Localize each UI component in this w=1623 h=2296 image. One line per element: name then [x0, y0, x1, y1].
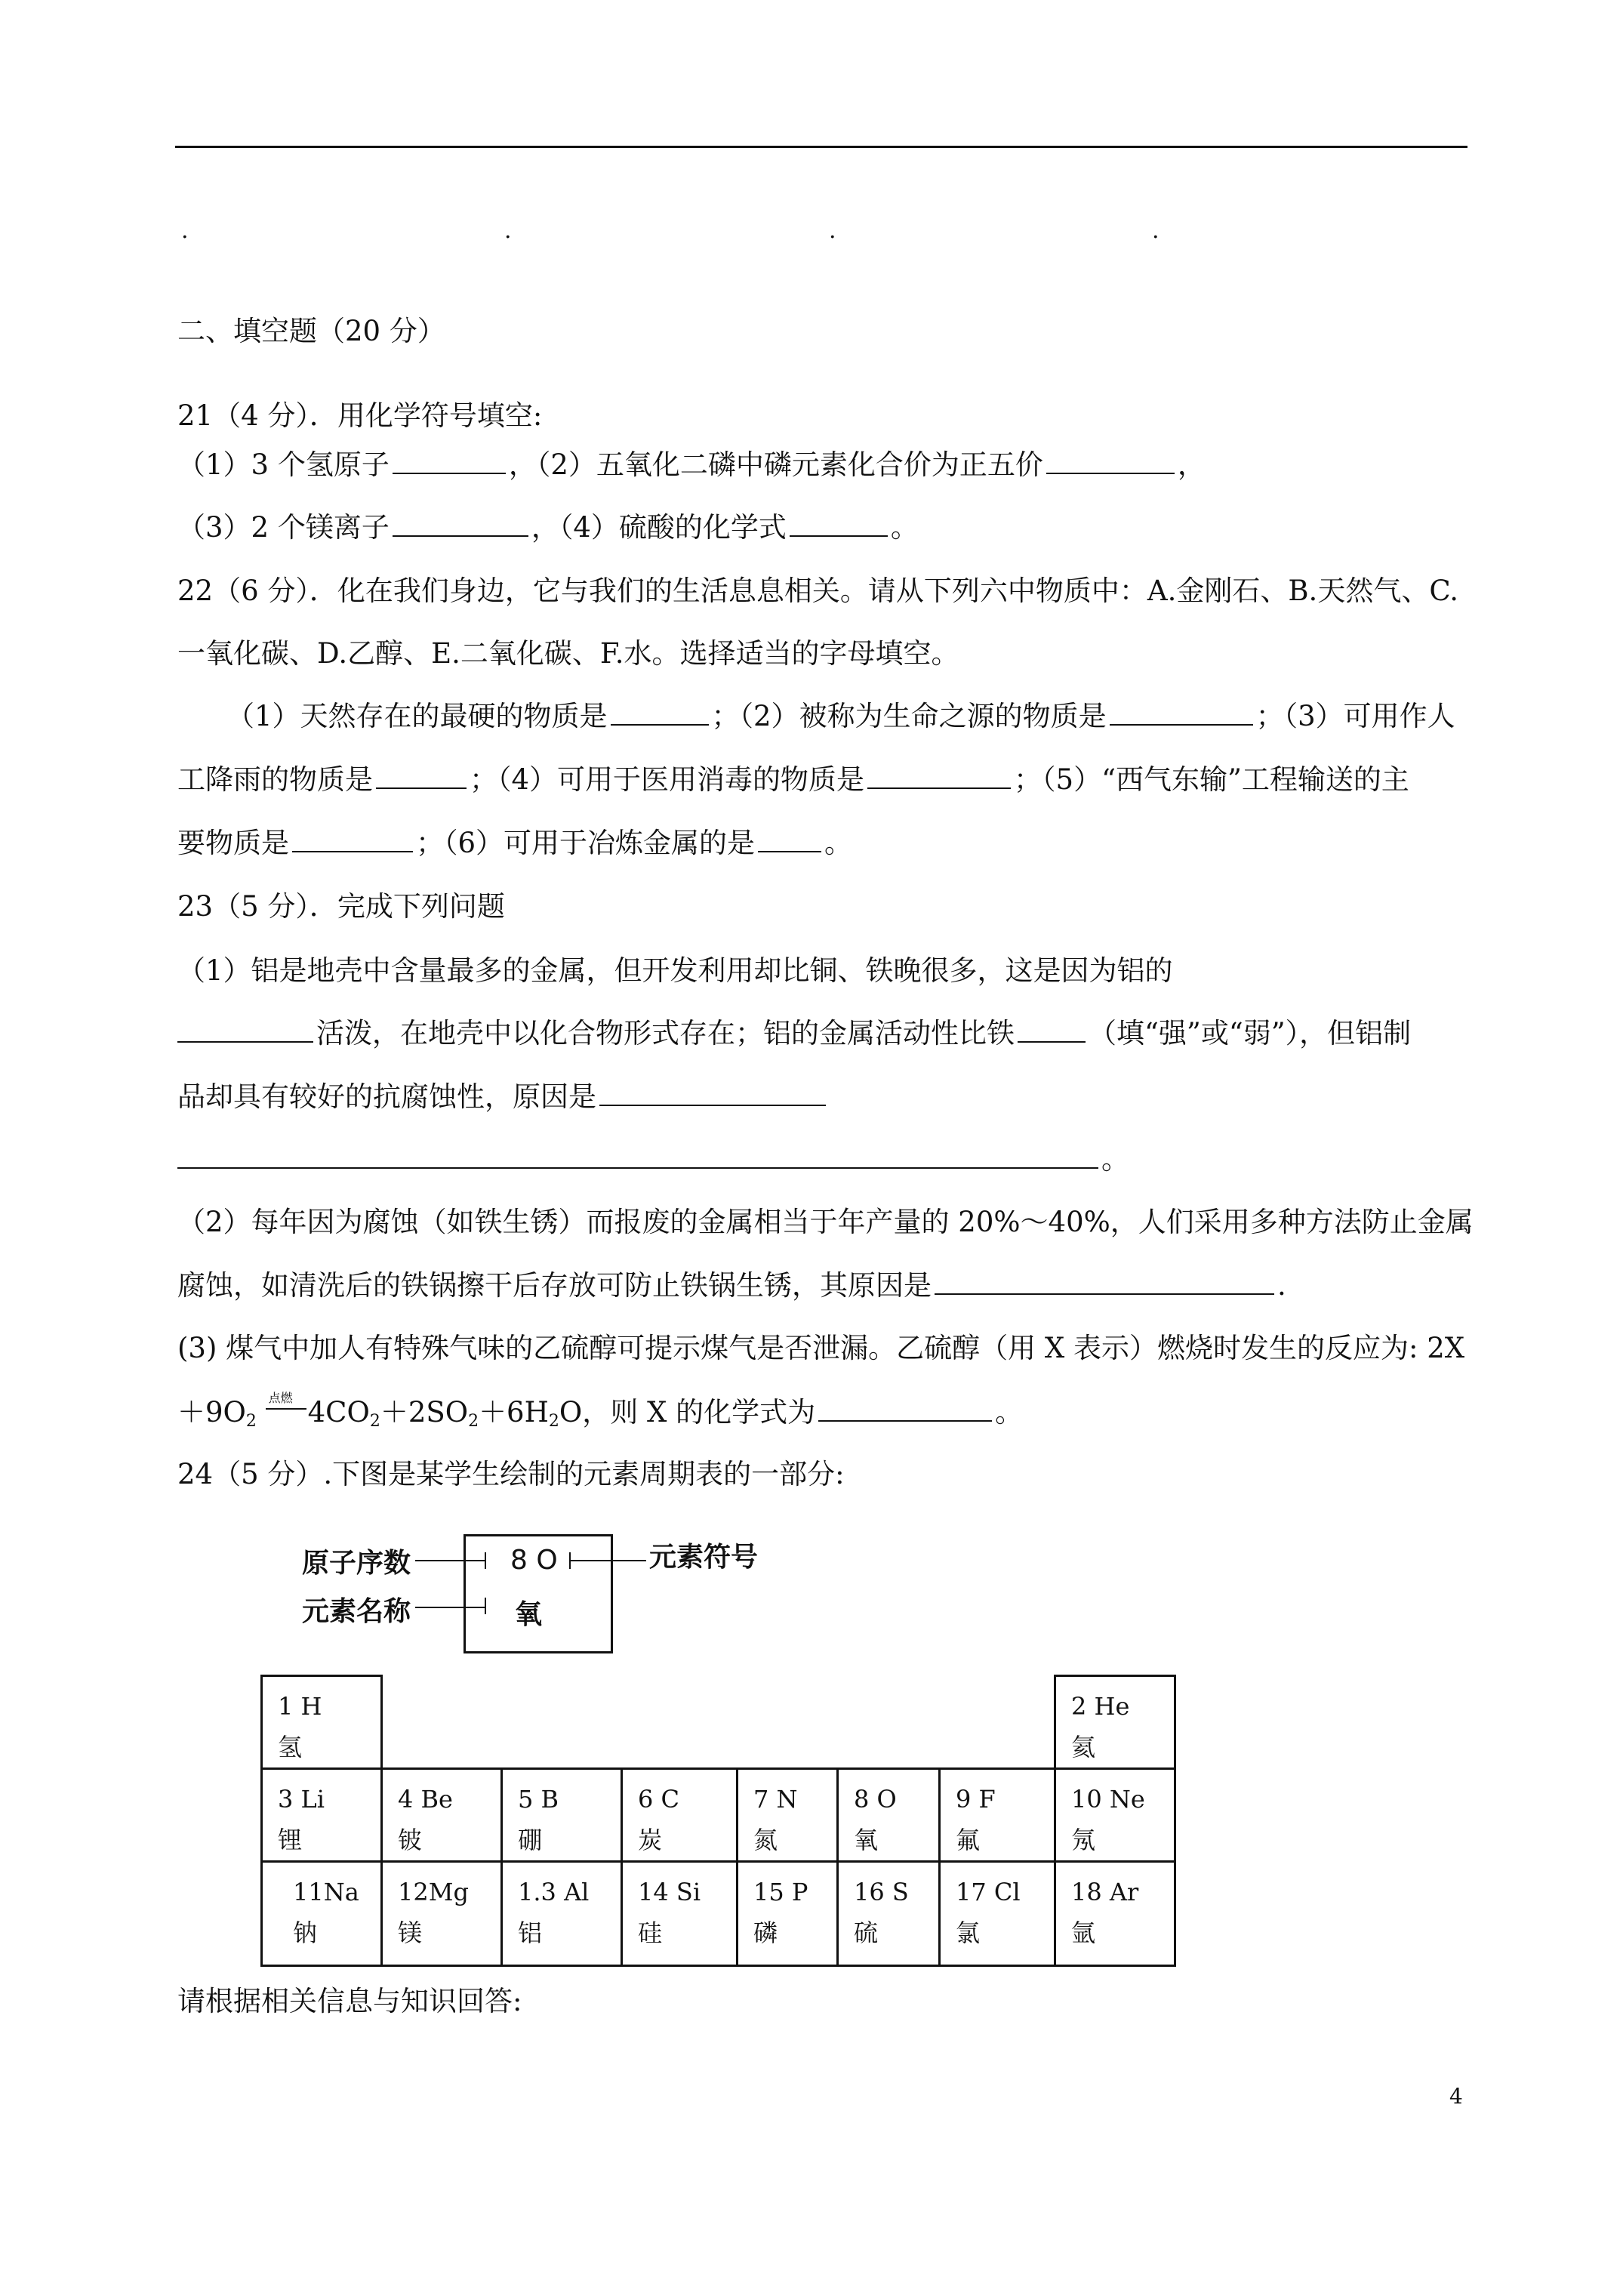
element-cell: 10 Ne 氖: [1055, 1769, 1175, 1862]
q21-line2: （3）2 个镁离子 ，（4）硫酸的化学式 。: [177, 511, 919, 544]
element-cell: 18 Ar 氩: [1055, 1862, 1175, 1966]
answer-dot: .: [829, 217, 836, 244]
element-cell: 11Na 钠: [262, 1862, 382, 1966]
q22-line2: 一氧化碳、D.乙醇、E.二氧化碳、F.水。选择适当的字母填空。: [177, 637, 959, 670]
element-cell: 7 N 氮: [738, 1769, 838, 1862]
table-row: [262, 1676, 1175, 1769]
element-cell: 1 H 氢: [262, 1676, 382, 1769]
q22-line3: （1）天然存在的最硬的物质是 ；（2）被称为生命之源的物质是 ；（3）可用作人: [226, 700, 1455, 732]
element-cell: 2 He 氦: [1055, 1676, 1175, 1769]
element-legend: [302, 1534, 770, 1655]
legend-atomic-number-label: 原子序数: [302, 1548, 411, 1579]
table-row: [262, 1862, 1175, 1966]
periodic-table: [260, 1675, 1176, 1967]
answer-blank[interactable]: [177, 1143, 1098, 1169]
answer-blank[interactable]: [818, 1396, 992, 1422]
element-cell: 8 O 氧: [838, 1769, 940, 1862]
table-row: [262, 1769, 1175, 1862]
element-cell: 3 Li 锂: [262, 1769, 382, 1862]
element-cell: 1.3 Al 铝: [502, 1862, 622, 1966]
q23-heading: 23（5 分）．完成下列问题: [177, 890, 505, 923]
reaction-condition: 点燃: [266, 1399, 308, 1422]
element-cell: 5 B 硼: [502, 1769, 622, 1862]
q23-p2-line1: （2）每年因为腐蚀（如铁生锈）而报废的金属相当于年产量的 20%～40%，人们采用多种方法防止金属: [177, 1206, 1474, 1238]
q22-line1: 22（6 分）．化在我们身边，它与我们的生活息息相关。请从下列六中物质中：A.金刚石、B.天然气、C.: [177, 575, 1459, 607]
answer-blank[interactable]: [935, 1269, 1274, 1295]
page-number: 4: [1449, 2084, 1463, 2109]
header-rule: [175, 146, 1467, 148]
legend-atomic-number: 8 O: [510, 1545, 558, 1576]
element-cell: 17 Cl 氯: [940, 1862, 1055, 1966]
answer-blank[interactable]: [393, 511, 528, 537]
element-cell: 16 S 硫: [838, 1862, 940, 1966]
answer-blank[interactable]: [393, 448, 506, 474]
legend-element-name: 氧: [515, 1599, 543, 1630]
q23-p1-line3: 品却具有较好的抗腐蚀性，原因是: [177, 1074, 829, 1114]
section-title: 二、填空题（20 分）: [177, 315, 445, 347]
answer-blank[interactable]: [790, 511, 888, 537]
q24-heading: 24（5 分）.下图是某学生绘制的元素周期表的一部分:: [177, 1458, 845, 1490]
answer-dot: .: [181, 217, 189, 244]
element-cell: 15 P 磷: [738, 1862, 838, 1966]
answer-blank[interactable]: [1046, 448, 1175, 474]
q23-p2-line2: 腐蚀，如清洗后的铁锅擦干后存放可防止铁锅生锈，其原因是 .: [177, 1269, 1286, 1302]
answer-blank[interactable]: [758, 827, 821, 852]
element-cell: 14 Si 硅: [622, 1862, 738, 1966]
answer-blank[interactable]: [611, 700, 709, 726]
legend-element-name-label: 元素名称: [302, 1596, 411, 1627]
answer-blank[interactable]: [599, 1080, 826, 1106]
answer-blank[interactable]: [177, 1017, 313, 1043]
answer-dot: .: [504, 217, 512, 244]
answer-blank[interactable]: [867, 763, 1011, 789]
q23-p3-line1: (3) 煤气中加人有特殊气味的乙硫醇可提示煤气是否泄漏。乙硫醇（用 X 表示）燃烧时发生的反应为: 2X: [177, 1332, 1465, 1364]
element-cell: 6 C 炭: [622, 1769, 738, 1862]
element-cell: 4 Be 铍: [382, 1769, 502, 1862]
legend-element-symbol-label: 元素符号: [649, 1542, 759, 1573]
q21-heading: 21（4 分）．用化学符号填空:: [177, 399, 543, 432]
q24-footer: 请根据相关信息与知识回答:: [177, 1985, 522, 2017]
answer-dot: .: [1152, 217, 1160, 244]
q23-p1-line2: 活泼，在地壳中以化合物形式存在；铝的金属活动性比铁 （填“强”或“弱”），但铝制: [177, 1010, 1411, 1051]
q23-p1-line4: 。: [177, 1136, 1129, 1177]
q22-line5: 要物质是 ；（6）可用于冶炼金属的是 。: [177, 827, 853, 859]
q21-line1: （1）3 个氢原子 ，（2）五氧化二磷中磷元素化合价为正五价 ，: [177, 448, 1206, 481]
element-cell: 12Mg 镁: [382, 1862, 502, 1966]
element-cell: 9 F 氟: [940, 1769, 1055, 1862]
q23-p1-line1: （1）铝是地壳中含量最多的金属，但开发利用却比铜、铁晚很多，这是因为铝的: [177, 954, 1173, 987]
q22-line4: 工降雨的物质是 ；（4）可用于医用消毒的物质是 ；（5）“西气东输”工程输送的主: [177, 763, 1409, 796]
answer-blank[interactable]: [376, 763, 467, 789]
answer-blank[interactable]: [292, 827, 413, 852]
answer-blank[interactable]: [1018, 1017, 1086, 1043]
answer-blank[interactable]: [1110, 700, 1253, 726]
q23-p3-equation: $+9O_2$ 点燃 $4CO_2+2SO_2+6H_2O$，则 X 的化学式为 。: [177, 1391, 1024, 1431]
